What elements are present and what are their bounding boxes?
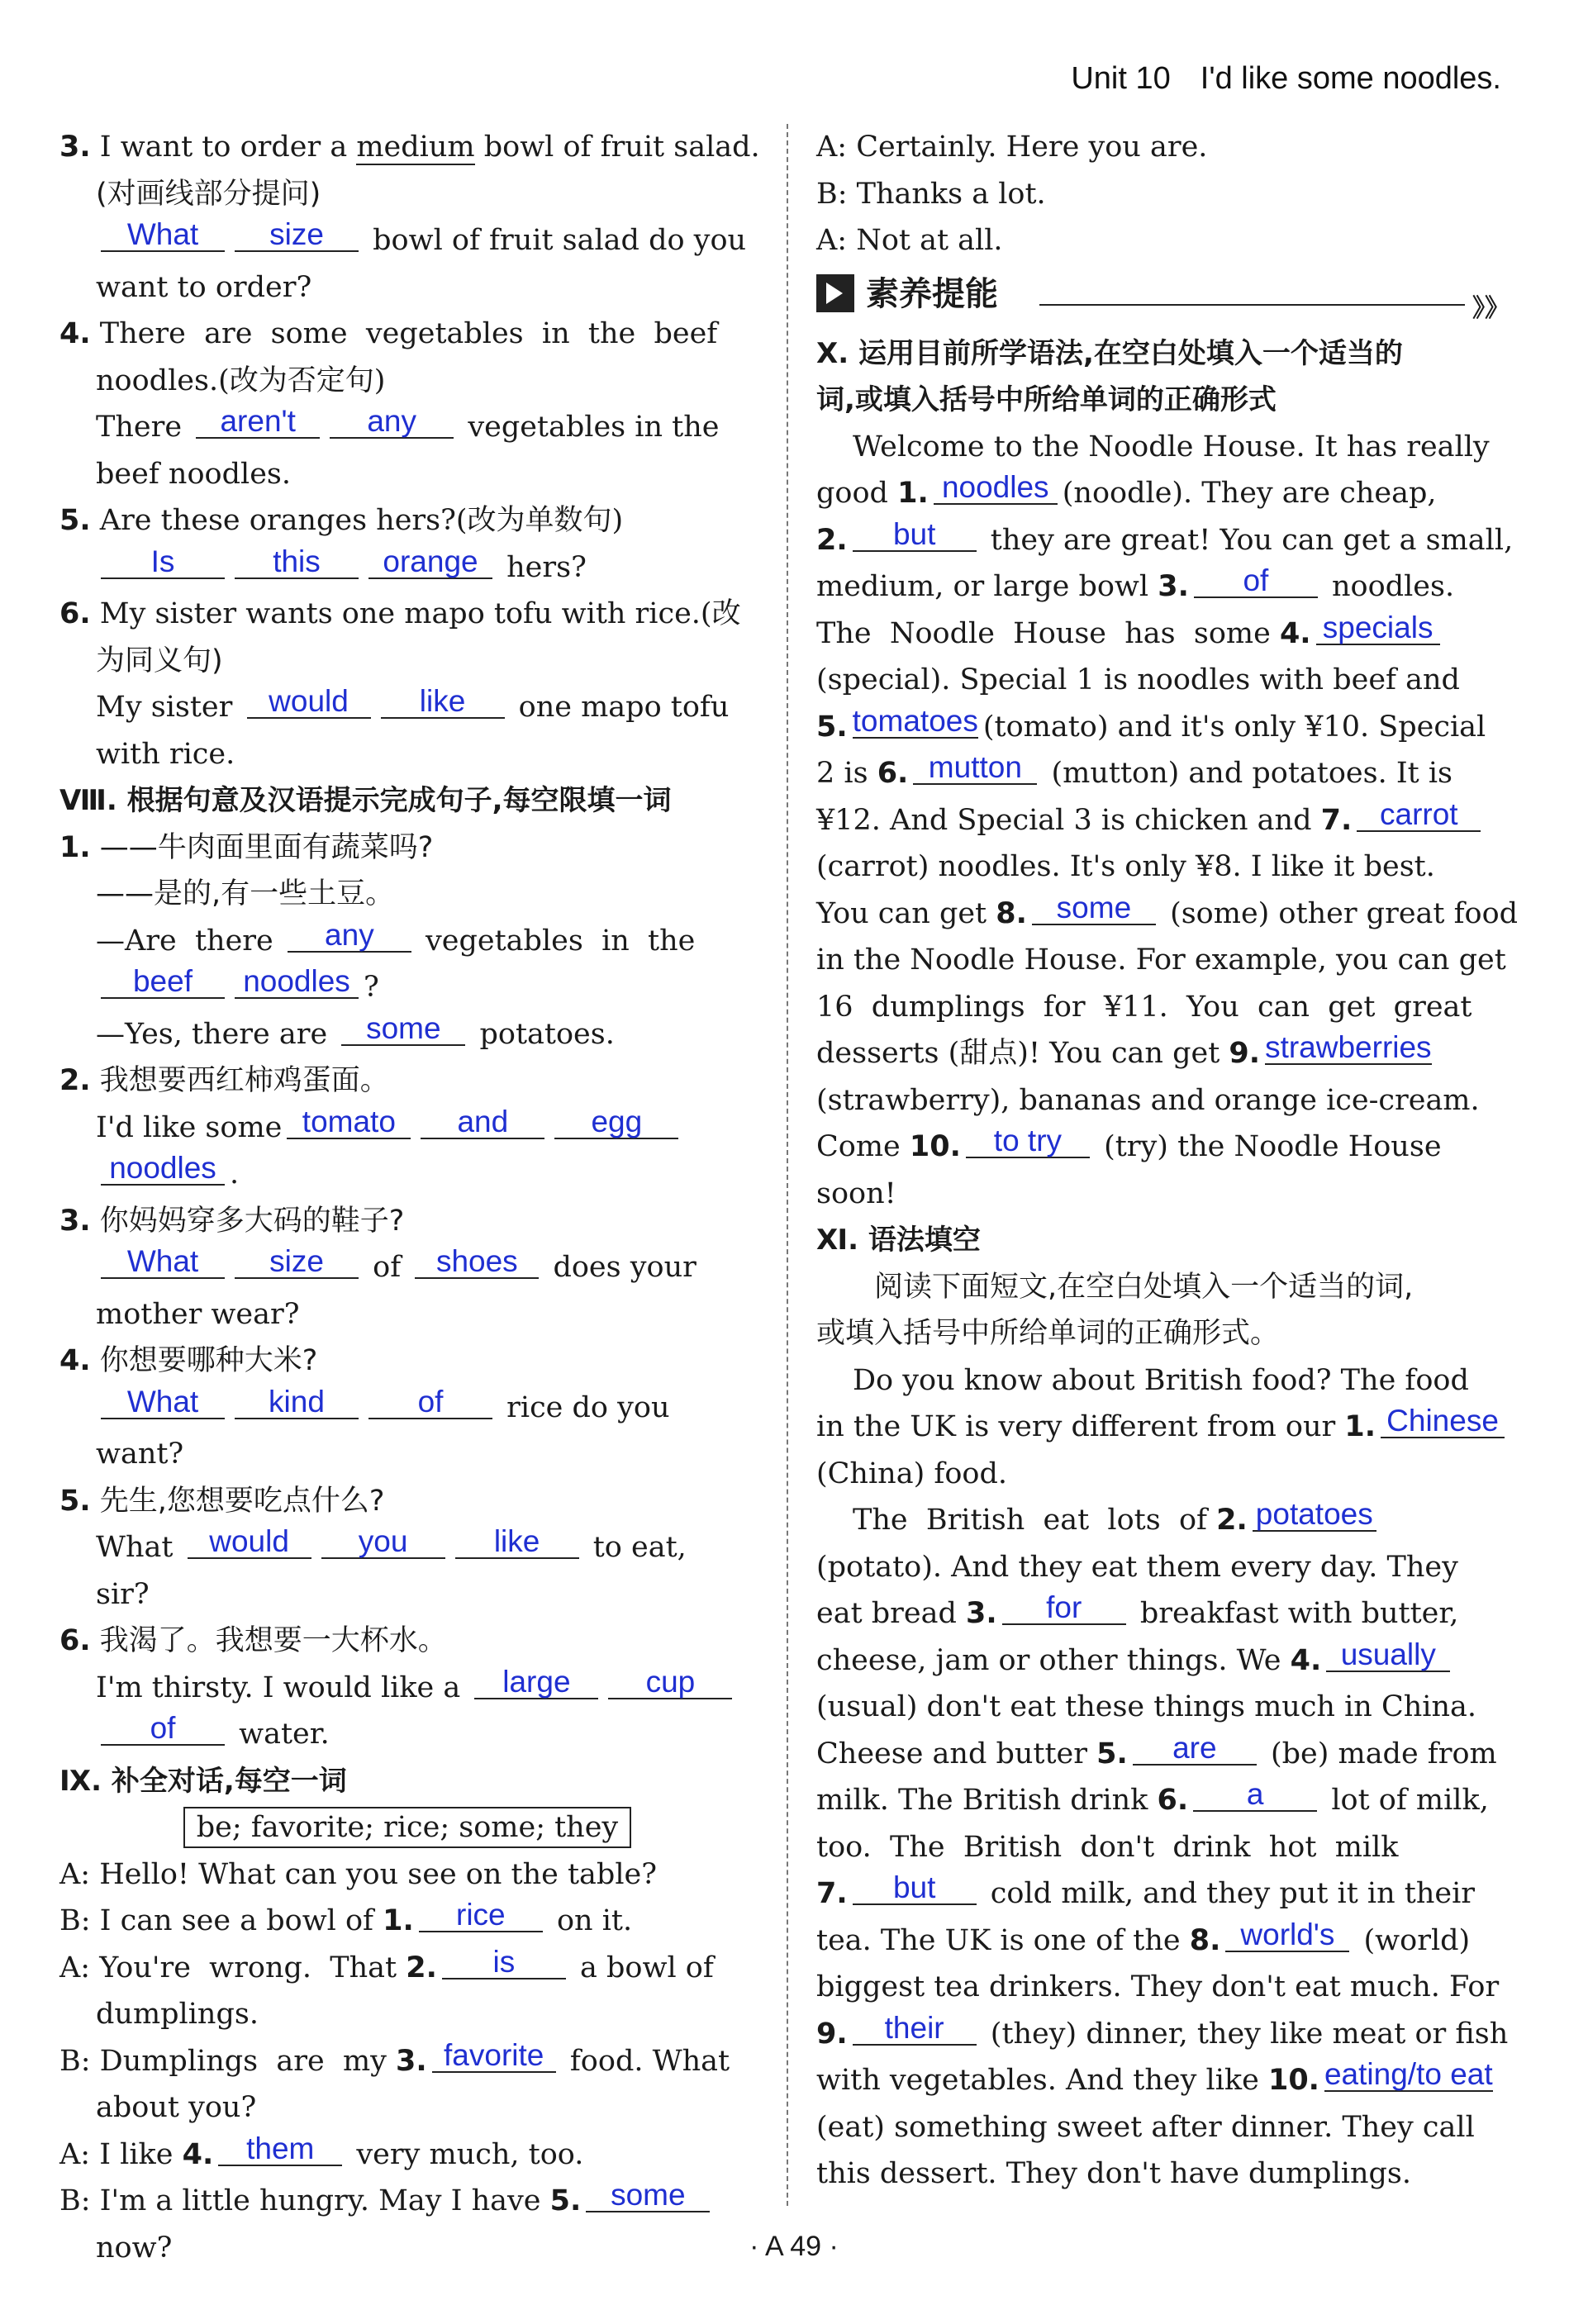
answer-blank[interactable]: What [101, 1386, 225, 1419]
question-line: There aren't any vegetables in the [96, 404, 720, 444]
question-line: ——是的,有一些土豆。 [96, 877, 395, 910]
dialog-line: A: Hello! What can you see on the table? [59, 1857, 658, 1891]
answer-blank[interactable]: you [321, 1526, 445, 1559]
answer-blank[interactable]: a [1193, 1779, 1317, 1812]
question-line: noodles . [59, 1151, 755, 1198]
passage-line: 5. tomatoes (tomato) and it's only ¥10. Special [816, 703, 1486, 744]
question-line: 1. ——牛肉面里面有蔬菜吗? [59, 830, 434, 864]
passage-line: biggest tea drinkers. They don't eat much. For [816, 1970, 1500, 2003]
passage-line: in the Noodle House. For example, you can get [816, 943, 1506, 977]
answer-blank[interactable]: Is [101, 546, 225, 579]
dialog-line: B: Thanks a lot. [816, 177, 1046, 211]
section-title: Ⅹ. 运用目前所学语法,在空白处填入一个适当的 [816, 336, 1403, 370]
answer-blank[interactable]: tomatoes [852, 703, 978, 738]
question-line: 5. Are these oranges hers?(改为单数句) [59, 504, 624, 537]
section-title: Ⅷ. 根据句意及汉语提示完成句子,每空限填一词 [59, 784, 672, 817]
answer-blank[interactable]: is [442, 1946, 566, 1979]
answer-blank[interactable]: them [218, 2133, 342, 2166]
question-line: 6. My sister wants one mapo tofu with rice.(改 [59, 597, 741, 630]
answer-blank[interactable]: like [455, 1526, 579, 1559]
word-bank [59, 1804, 755, 1851]
question-line: beef noodles. [96, 457, 291, 491]
question-line: beef noodles ? [59, 964, 755, 1011]
passage-line: (strawberry), bananas and orange ice-cream. [816, 1083, 1480, 1117]
passage-line: cheese, jam or other things. We 4. usually [816, 1637, 1514, 1685]
answer-blank[interactable]: eating/to eat [1324, 2057, 1493, 2091]
answer-blank[interactable]: and [421, 1106, 544, 1139]
dialog-line: A: I like 4. them very much, too. [59, 2131, 584, 2171]
passage-line: desserts (甜点)! You can get 9. strawberries [816, 1030, 1432, 1070]
passage-line: Welcome to the Noodle House. It has really [853, 430, 1490, 463]
answer-blank[interactable]: shoes [415, 1246, 539, 1279]
question-line: 为同义句) [96, 644, 223, 677]
passage-line: tea. The UK is one of the 8. world's (world) [816, 1917, 1471, 1957]
question-line: I'd like some tomato and egg [59, 1105, 755, 1152]
question-line: 3. 你妈妈穿多大码的鞋子? [59, 1204, 405, 1238]
section-title: Ⅸ. 补全对话,每空一词 [59, 1764, 347, 1798]
answer-blank[interactable]: of [1194, 565, 1318, 598]
passage-line: with vegetables. And they like 10. eating/to eat [816, 2057, 1493, 2097]
question-line: of water. [59, 1711, 755, 1758]
question-line: 4. 你想要哪种大米? [59, 1344, 318, 1377]
passage-line: 9. their (they) dinner, they like meat or fish [816, 2010, 1509, 2051]
page-number: · A 49 · [749, 2231, 839, 2262]
answer-blank[interactable]: strawberries [1265, 1030, 1432, 1064]
answer-blank[interactable]: some [1032, 892, 1156, 925]
passage-line: soon! [816, 1176, 896, 1210]
passage-line: milk. The British drink 6. a lot of milk, [816, 1777, 1489, 1817]
answer-blank[interactable]: cup [608, 1666, 732, 1699]
page-header [1041, 61, 1501, 97]
question-line: noodles.(改为否定句) [96, 364, 386, 397]
passage-line: in the UK is very different from our 1. Chinese [816, 1404, 1514, 1451]
section-title: 词,或填入括号中所给单词的正确形式 [816, 383, 1277, 416]
answer-blank[interactable]: noodles [934, 472, 1058, 505]
question-line: (对画线部分提问) [96, 177, 321, 211]
question-line: My sister would like one mapo tofu [96, 684, 730, 724]
dialog-line: now? [96, 2231, 173, 2265]
answer-blank[interactable]: some [341, 1013, 465, 1046]
question-line: I'm thirsty. I would like a large cup [59, 1665, 755, 1712]
question-line: 4. There are some vegetables in the beef [59, 317, 718, 350]
answer-blank[interactable]: usually [1326, 1639, 1450, 1672]
passage-line: 2 is 6. mutton (mutton) and potatoes. It is [816, 750, 1452, 790]
dialog-line: A: Certainly. Here you are. [816, 131, 1208, 164]
answer-blank[interactable]: mutton [913, 752, 1037, 785]
dialog-line: B: I can see a bowl of 1. rice on it. [59, 1898, 633, 1937]
passage-line: ¥12. And Special 3 is chicken and 7. carrot [816, 797, 1514, 844]
answer-blank[interactable]: What [101, 1246, 225, 1279]
passage-line: (usual) don't eat these things much in China. [816, 1690, 1477, 1723]
passage-line: 16 dumplings for ¥11. You can get great [816, 990, 1472, 1024]
dialog-line: A: Not at all. [816, 224, 1003, 257]
answer-blank[interactable]: beef [101, 966, 225, 999]
dialog-line: about you? [96, 2091, 257, 2124]
answer-blank[interactable]: some [586, 2179, 710, 2212]
question-line: 3. I want to order a medium bowl of fruit salad. [59, 131, 760, 164]
question-line: mother wear? [96, 1297, 300, 1331]
answer-blank[interactable]: are [1133, 1732, 1257, 1766]
question-line: want? [96, 1438, 184, 1471]
answer-blank[interactable]: any [330, 406, 454, 439]
section-banner [816, 269, 1514, 322]
banner-rule [1039, 304, 1465, 306]
left-column [59, 124, 760, 2271]
passage-line: too. The British don't drink hot milk [816, 1830, 1399, 1864]
passage-line: (potato). And they eat them every day. They [816, 1550, 1458, 1584]
answer-blank[interactable]: would [247, 686, 371, 719]
answer-blank[interactable]: of [101, 1713, 225, 1746]
answer-blank[interactable]: noodles [235, 966, 359, 999]
passage-line: The Noodle House has some 4. specials [816, 611, 1514, 658]
answer-blank[interactable]: tomato [287, 1106, 411, 1139]
passage-line: this dessert. They don't have dumplings. [816, 2157, 1411, 2190]
passage-line: (carrot) noodles. It's only ¥8. I like it best. [816, 850, 1435, 883]
dialog-line: B: I'm a little hungry. May I have 5. some [59, 2178, 755, 2225]
unit-label: Unit 10 [1071, 61, 1171, 96]
arrow-box-icon [816, 274, 854, 312]
answer-blank[interactable]: of [368, 1386, 492, 1419]
passage-line: You can get 8. some (some) other great food [816, 890, 1519, 930]
passage-line: The British eat lots of 2. potatoes [816, 1497, 1514, 1544]
passage-line: good 1. noodles (noodle). They are cheap, [816, 470, 1437, 510]
answer-blank[interactable]: any [288, 920, 411, 953]
word-bank-box: be; favorite; rice; some; they [183, 1807, 631, 1848]
passage-line: 2. but they are great! You can get a small, [816, 516, 1514, 557]
passage-line: Cheese and butter 5. are (be) made from [816, 1730, 1497, 1770]
answer-blank[interactable]: kind [235, 1386, 359, 1419]
passage-line: Come 10. to try (try) the Noodle House [816, 1124, 1442, 1163]
answer-blank[interactable]: carrot [1357, 799, 1481, 832]
passage-line: (eat) something sweet after dinner. They call [816, 2110, 1475, 2144]
dialog-line: B: Dumplings are my 3. favorite food. What [59, 2037, 730, 2078]
answer-blank[interactable]: but [853, 519, 977, 552]
answer-blank[interactable]: rice [419, 1899, 543, 1932]
question-line: want to order? [96, 270, 312, 304]
right-column [816, 124, 1519, 2198]
dialog-line: dumplings. [96, 1998, 259, 2031]
answer-blank[interactable]: What [101, 219, 225, 252]
answer-blank[interactable]: large [474, 1666, 598, 1699]
banner-title: 素养提能 [866, 274, 998, 313]
answer-blank[interactable]: would [188, 1526, 311, 1559]
answer-blank[interactable]: potatoes [1253, 1499, 1376, 1532]
column-divider [787, 124, 788, 2206]
answer-blank[interactable]: world's [1225, 1919, 1349, 1952]
question-line: What would you like to eat, [96, 1524, 687, 1564]
answer-blank[interactable]: size [235, 1246, 359, 1279]
instruction-line: 或填入括号中所给单词的正确形式。 [816, 1317, 1280, 1350]
underlined-word: medium [356, 131, 475, 164]
passage-line: (special). Special 1 is noodles with beef and [816, 663, 1460, 696]
answer-blank[interactable]: favorite [432, 2040, 556, 2073]
answer-blank[interactable]: like [381, 686, 505, 719]
question-line: with rice. [96, 737, 235, 771]
passage-line: 7. but cold milk, and they put it in their [816, 1870, 1476, 1910]
dialog-line: A: You're wrong. That 2. is a bowl of [59, 1944, 714, 1984]
answer-blank[interactable]: egg [554, 1106, 678, 1139]
question-line: —Are there any vegetables in the [96, 917, 696, 958]
answer-blank[interactable]: specials [1316, 612, 1440, 645]
double-chevron-icon: 》》 [1472, 293, 1510, 323]
question-line: sir? [96, 1577, 150, 1611]
question-line: What size of shoes does your [59, 1244, 755, 1291]
answer-blank[interactable]: but [853, 1872, 977, 1905]
unit-title: I'd like some noodles. [1200, 61, 1501, 96]
answer-blank[interactable]: aren't [196, 406, 320, 439]
question-line: Is this orange hers? [59, 544, 755, 592]
answer-blank[interactable]: for [1002, 1592, 1126, 1625]
question-line: 5. 先生,您想要吃点什么? [59, 1484, 385, 1518]
passage-line: (China) food. [816, 1457, 1007, 1490]
answer-blank[interactable]: to try [966, 1125, 1090, 1158]
passage-line: medium, or large bowl 3. of noodles. [816, 563, 1455, 603]
question-line: —Yes, there are some potatoes. [96, 1010, 615, 1051]
question-line: What size bowl of fruit salad do you [59, 217, 755, 264]
answer-blank[interactable]: their [853, 2013, 977, 2046]
passage-line: eat bread 3. for breakfast with butter, [816, 1590, 1459, 1630]
passage-line: Do you know about British food? The food [853, 1363, 1469, 1397]
answer-blank[interactable]: size [235, 219, 359, 252]
question-line: 2. 我想要西红柿鸡蛋面。 [59, 1064, 389, 1097]
section-title: Ⅺ. 语法填空 [816, 1224, 981, 1257]
answer-blank[interactable]: orange [368, 546, 492, 579]
answer-blank[interactable]: noodles [101, 1152, 225, 1186]
instruction-line: 阅读下面短文,在空白处填入一个适当的词, [874, 1270, 1414, 1304]
question-line: What kind of rice do you [59, 1385, 755, 1432]
answer-blank[interactable]: Chinese [1381, 1405, 1505, 1438]
question-line: 6. 我渴了。我想要一大杯水。 [59, 1624, 447, 1657]
answer-blank[interactable]: this [235, 546, 359, 579]
